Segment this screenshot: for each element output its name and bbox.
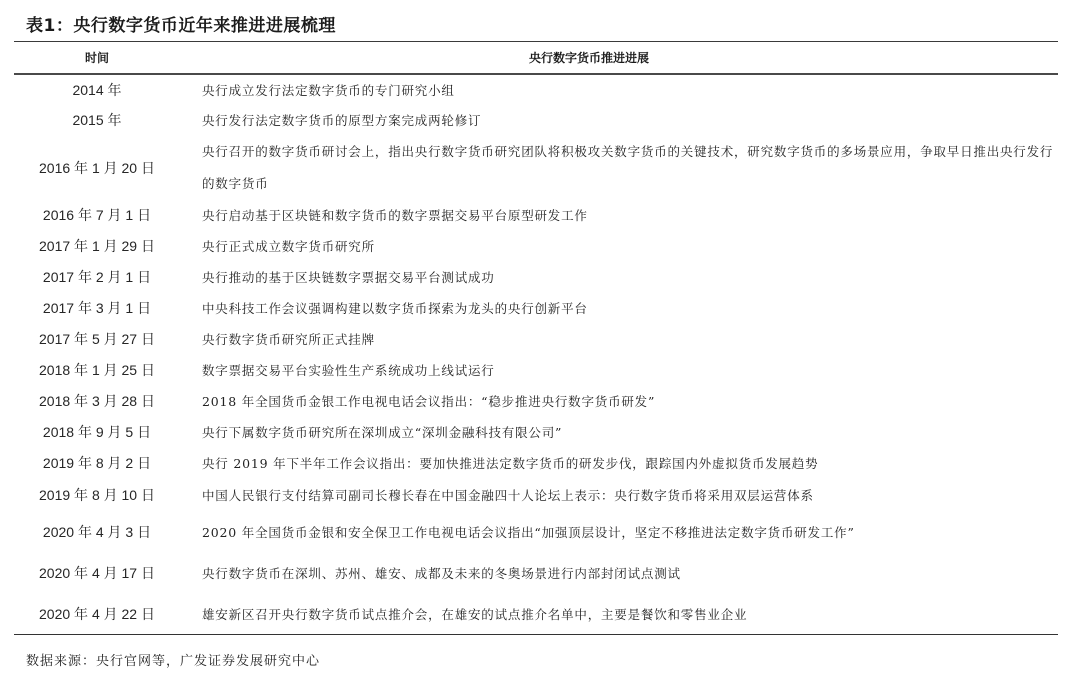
row-date: 2020 年 4 月 3 日 <box>42 523 152 540</box>
row-date: 2018 年 1 月 25 日 <box>39 362 155 378</box>
data-source-note: 数据来源：央行官网等，广发证券发展研究中心 <box>26 654 321 669</box>
row-description: 央行正式成立数字货币研究所 <box>202 239 375 254</box>
row-date: 2015 年 <box>72 112 122 128</box>
row-description: 央行发行法定数字货币的原型方案完成两轮修订 <box>202 113 482 128</box>
row-date: 2016 年 1 月 20 日 <box>39 159 155 176</box>
bottom-rule <box>14 634 1058 636</box>
table-row <box>14 479 1058 512</box>
table-row <box>14 231 1058 262</box>
row-description: 央行成立发行法定数字货币的专门研究小组 <box>202 82 455 98</box>
row-date: 2017 年 2 月 1 日 <box>42 269 152 285</box>
row-date: 2020 年 4 月 17 日 <box>39 564 155 581</box>
row-description: 央行推动的基于区块链数字票据交易平台测试成功 <box>202 270 495 285</box>
row-description: 雄安新区召开央行数字货币试点推介会，在雄安的试点推介名单中，主要是餐饮和零售业企业 <box>202 606 748 622</box>
table-row <box>14 512 1058 552</box>
table-row <box>14 552 1058 594</box>
table-title: 表1：央行数字货币近年来推进进展梳理 <box>26 16 336 36</box>
table-row <box>14 417 1058 448</box>
row-date: 2018 年 9 月 5 日 <box>42 424 152 440</box>
row-description: 央行启动基于区块链和数字货币的数字票据交易平台原型研发工作 <box>202 208 588 223</box>
row-description: 央行下属数字货币研究所在深圳成立“深圳金融科技有限公司” <box>202 425 563 440</box>
table-row <box>14 324 1058 355</box>
row-date: 2017 年 5 月 27 日 <box>39 331 155 347</box>
row-description: 中国人民银行支付结算司副司长穆长春在中国金融四十人论坛上表示：央行数字货币将采用双层运营体系 <box>202 488 814 503</box>
row-date: 2020 年 4 月 22 日 <box>39 605 155 622</box>
header-desc: 央行数字货币推进进展 <box>528 51 649 65</box>
table-row <box>14 75 1058 105</box>
row-description: 央行数字货币在深圳、苏州、雄安、成都及未来的冬奥场景进行内部封闭试点测试 <box>202 565 681 581</box>
table-row <box>14 448 1058 479</box>
row-date: 2016 年 7 月 1 日 <box>42 207 152 223</box>
row-description: 央行召开的数字货币研讨会上，指出央行数字货币研究团队将积极攻关数字货币的关键技术，研究数字货币的多场景应用，争取早日推出央行发行的数字货币 <box>202 143 1054 191</box>
table-row <box>14 355 1058 386</box>
row-date: 2017 年 3 月 1 日 <box>42 300 152 316</box>
row-date: 2014 年 <box>72 81 122 98</box>
progress-table <box>14 41 1058 635</box>
table-header <box>14 42 1058 73</box>
header-date: 时间 <box>84 51 109 65</box>
table-row <box>14 594 1058 634</box>
row-description: 2020 年全国货币金银和安全保卫工作电视电话会议指出“加强顶层设计，坚定不移推进法定数字货币研发工作” <box>202 524 855 540</box>
table-row <box>14 200 1058 231</box>
row-description: 央行数字货币研究所正式挂牌 <box>202 332 375 347</box>
row-description: 数字票据交易平台实验性生产系统成功上线试运行 <box>202 363 495 378</box>
row-date: 2019 年 8 月 2 日 <box>42 455 152 471</box>
table-row <box>14 386 1058 417</box>
row-date: 2019 年 8 月 10 日 <box>39 487 155 503</box>
table-row <box>14 293 1058 324</box>
table-row <box>14 262 1058 293</box>
row-description: 2018 年全国货币金银工作电视电话会议指出：“稳步推进央行数字货币研发” <box>202 394 656 409</box>
row-description: 央行 2019 年下半年工作会议指出：要加快推进法定数字货币的研发步伐，跟踪国内外虚拟货币发展趋势 <box>202 456 819 471</box>
table-row <box>14 136 1058 200</box>
table-row <box>14 105 1058 136</box>
row-date: 2018 年 3 月 28 日 <box>39 393 155 409</box>
row-date: 2017 年 1 月 29 日 <box>39 238 155 254</box>
row-description: 中央科技工作会议强调构建以数字货币探索为龙头的央行创新平台 <box>202 301 588 316</box>
table-body <box>14 75 1058 634</box>
